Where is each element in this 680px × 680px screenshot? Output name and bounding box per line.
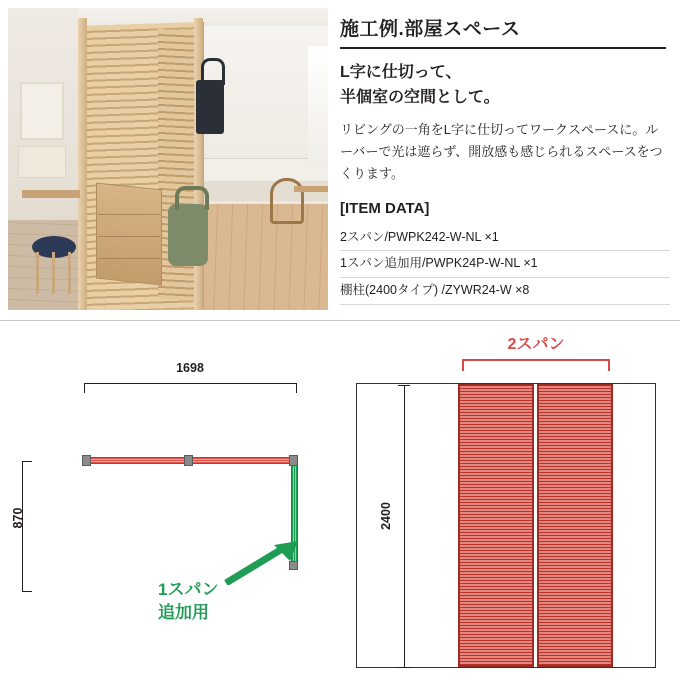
photo-backpack: [168, 204, 208, 266]
elevation-height-tick-bottom: [398, 667, 410, 668]
photo-wall-poster: [20, 82, 64, 140]
lead-line-1: L字に仕切って、: [340, 64, 462, 81]
description-text: リビングの一角をL字に仕切ってワークスペースに。ルーバーで光は遮らず、開放感も感じられるスペースをつくります。: [340, 121, 663, 182]
photo-dining-chair: [270, 178, 304, 224]
plan-callout-line-2: 追加用: [158, 602, 209, 622]
plan-callout-label: [158, 579, 218, 625]
plan-width-dimension-label: 1698: [176, 361, 204, 375]
photo-cabinet: [96, 183, 162, 286]
plan-width-tick-left: [84, 383, 85, 393]
plan-view-diagram: [0, 321, 338, 680]
bottom-section: [0, 321, 680, 680]
title-divider: [340, 47, 666, 49]
elevation-louver-panel: [458, 384, 534, 667]
photo-cabinet-line: [98, 214, 160, 215]
lead-text: [340, 61, 670, 111]
photo-cabinet-line: [98, 236, 160, 237]
plan-post-joint: [184, 455, 193, 466]
item-data-heading: [ITEM DATA]: [340, 199, 430, 217]
plan-width-dimension-line: [84, 383, 296, 384]
elevation-height-dimension-label: 2400: [379, 502, 393, 530]
plan-width-tick-right: [296, 383, 297, 393]
photo-dining-table: [294, 186, 328, 192]
photo-louver-post-left: [78, 18, 87, 310]
list-item: 棚柱(2400タイプ) /ZYWR24-W ×8: [340, 278, 670, 305]
photo-desk: [22, 190, 80, 198]
list-item: 1スパン追加用/PWPK24P-W-NL ×1: [340, 251, 670, 278]
elevation-view-diagram: [338, 321, 680, 680]
elevation-height-dimension-line: [404, 385, 405, 667]
photo-hanging-bag: [196, 80, 224, 134]
plan-post-joint: [82, 455, 91, 466]
elevation-height-tick-top: [398, 385, 410, 386]
installation-photo: [8, 8, 328, 310]
plan-callout-line-1: 1スパン: [158, 580, 219, 599]
elevation-span-tick-left: [462, 359, 464, 371]
elevation-louver-panel: [537, 384, 613, 667]
info-column: [340, 14, 670, 305]
photo-stool-legs: [36, 252, 72, 294]
plan-depth-dimension-label: 870: [11, 507, 25, 529]
top-section: [0, 0, 680, 318]
elevation-span-dimension-line: [462, 359, 610, 361]
elevation-span-label: 2スパン: [507, 336, 565, 353]
page-title: 施工例.部屋スペース: [340, 19, 521, 40]
plan-post-joint: [289, 455, 298, 466]
list-item: 2スパン/PWPK242-W-NL ×1: [340, 225, 670, 252]
callout-arrow-icon: [224, 539, 302, 585]
lead-line-2: 半個室の空間として。: [340, 88, 500, 106]
plan-depth-tick-bottom: [22, 591, 32, 592]
elevation-span-tick-right: [608, 359, 610, 371]
photo-window: [308, 46, 328, 166]
photo-cabinet-line: [98, 258, 160, 259]
plan-depth-tick-top: [22, 461, 32, 462]
photo-wall-poster-small: [18, 146, 66, 178]
